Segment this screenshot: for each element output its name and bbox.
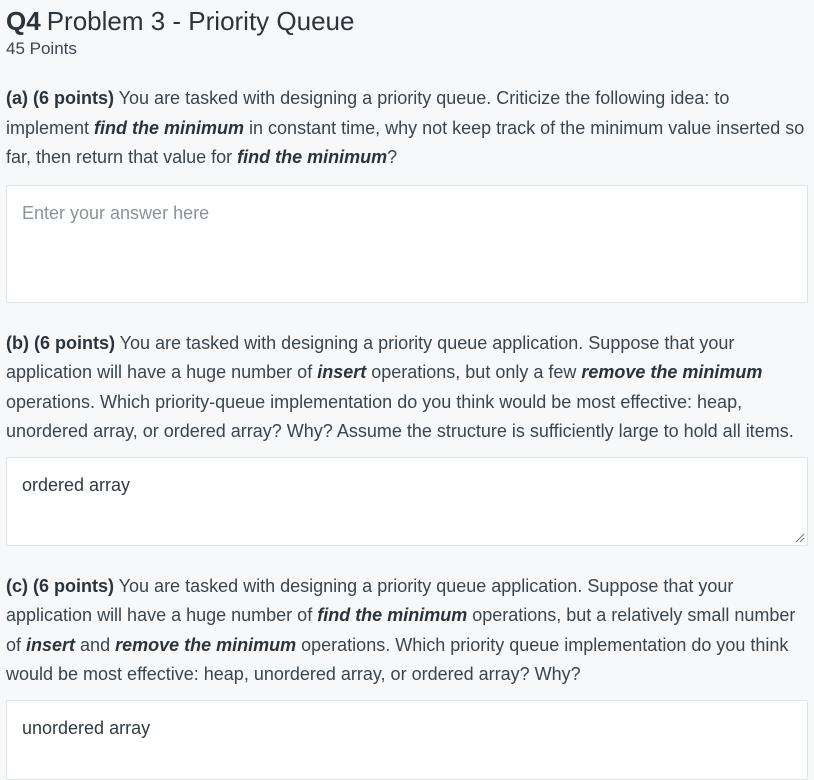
part-a bbox=[6, 84, 808, 303]
question-title-text: Problem 3 - Priority Queue bbox=[46, 6, 355, 36]
part-a-prompt bbox=[6, 84, 808, 173]
part-c-prompt bbox=[6, 572, 808, 690]
part-b-prompt bbox=[6, 329, 808, 447]
part-a-text-3: ? bbox=[387, 147, 398, 167]
part-c-label: (c) (6 points) bbox=[6, 575, 114, 596]
part-b-answer-value: ordered array bbox=[22, 474, 131, 495]
part-b-term-2: remove the minimum bbox=[581, 362, 763, 382]
resize-grip-icon[interactable] bbox=[795, 533, 805, 543]
part-a-label: (a) (6 points) bbox=[6, 88, 114, 108]
part-c-text-4: operations. Which priority queue implementation do you think would be most effective: heap, unordered array, or ordered array? Why? bbox=[6, 634, 789, 684]
question-header bbox=[6, 0, 808, 60]
part-c-answer-value: unordered array bbox=[22, 717, 151, 738]
part-a-answer-input[interactable] bbox=[6, 185, 808, 303]
part-b-text-2: operations, but only a few bbox=[366, 362, 582, 382]
part-c-term-2: insert bbox=[26, 634, 76, 655]
part-c-answer-input[interactable] bbox=[6, 700, 808, 780]
part-b-label: (b) (6 points) bbox=[6, 332, 115, 353]
part-b-answer-input[interactable] bbox=[6, 457, 808, 546]
part-c-text-3: and bbox=[75, 634, 116, 655]
part-a-term-1: find the minimum bbox=[94, 117, 245, 138]
part-b-text-3: operations. Which priority-queue implementation do you think would be most effective: heap, unordered array, or ordered array? Why? Assume the structure is sufficiently large to hold all items. bbox=[6, 391, 794, 441]
part-a-text-2: in constant time, why not keep track of the minimum value inserted so far, then return that value for bbox=[6, 117, 805, 167]
part-c-term-1: find the minimum bbox=[317, 605, 468, 625]
part-a-text-1: You are tasked with designing a priority queue. Criticize the following idea: to implement bbox=[6, 88, 730, 138]
part-c-term-3: remove the minimum bbox=[115, 634, 297, 655]
part-c-text-1: You are tasked with designing a priority queue application. Suppose that your application will have a huge number of bbox=[6, 575, 734, 625]
question-points: 45 Points bbox=[6, 39, 77, 58]
part-c-text-2: operations, but a relatively small number of bbox=[6, 605, 796, 655]
part-b-term-1: insert bbox=[317, 362, 367, 382]
part-b-text-1: You are tasked with designing a priority queue application. Suppose that your application will have a huge number of bbox=[6, 332, 735, 382]
part-c bbox=[6, 572, 808, 780]
part-a-answer-placeholder: Enter your answer here bbox=[22, 202, 210, 223]
question-number: Q4 bbox=[6, 6, 41, 36]
question-title bbox=[6, 6, 808, 36]
part-b bbox=[6, 329, 808, 546]
part-a-term-2: find the minimum bbox=[237, 147, 388, 167]
